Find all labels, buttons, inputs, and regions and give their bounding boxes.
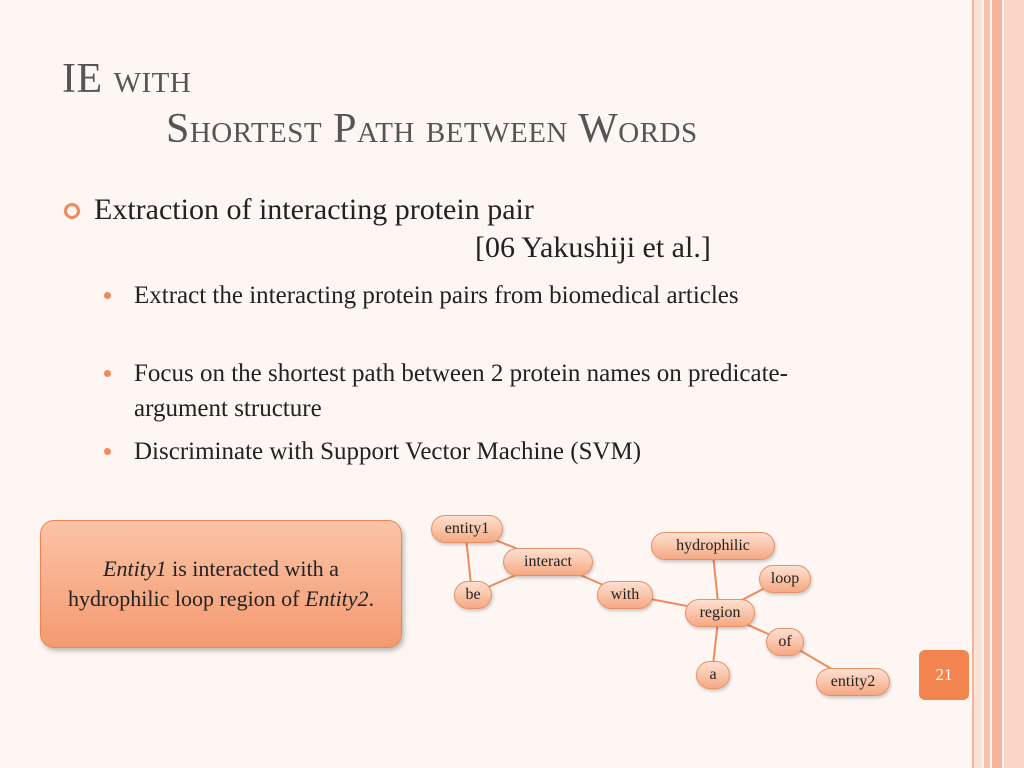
graph-node-hydrophilic: hydrophilic [651, 532, 775, 560]
callout-middle: is interacted with a hydrophilic loop region of [67, 556, 339, 611]
graph-node-region: region [685, 599, 755, 627]
sub-bullet-text: Extract the interacting protein pairs from biomedical articles [134, 282, 739, 309]
title-line-1: IE with [62, 56, 192, 102]
entity1-label: Entity1 [103, 556, 167, 581]
graph-node-be: be [454, 581, 492, 609]
graph-node-of: of [766, 628, 804, 656]
sub-bullet-text: Focus on the shortest path between 2 protein names on predicate-argument structure [134, 360, 788, 422]
entity2-label: Entity2 [305, 586, 369, 611]
graph-node-entity2: entity2 [816, 668, 890, 696]
graph-node-interact: interact [503, 548, 593, 576]
graph-node-with: with [597, 581, 653, 609]
page-number: 21 [919, 650, 969, 700]
main-bullet-text: Extraction of interacting protein pair [94, 193, 534, 226]
sub-bullet-text: Discriminate with Support Vector Machine (SVM) [134, 438, 642, 465]
title-line-2: Shortest Path between Words [166, 106, 698, 152]
graph-node-entity1: entity1 [431, 515, 503, 543]
graph-node-a: a [696, 661, 730, 689]
graph-node-loop: loop [759, 565, 811, 593]
citation: [06 Yakushiji et al.] [475, 231, 711, 264]
callout-end: . [368, 586, 375, 611]
